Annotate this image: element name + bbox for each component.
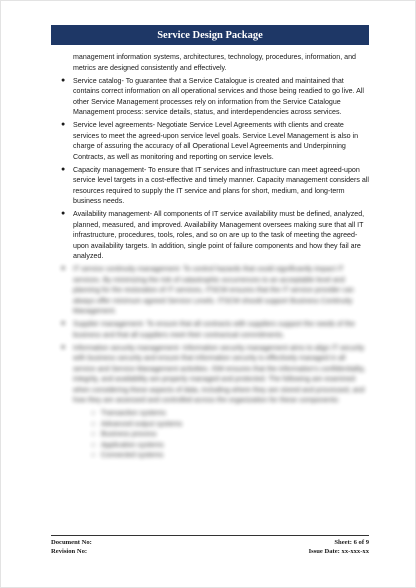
issue-date-label: Issue Date: xx-xxx-xx — [308, 548, 369, 555]
sub-item-text: Application systems — [101, 440, 164, 449]
sub-item-text: Business process — [101, 430, 157, 438]
list-item — [51, 209, 369, 262]
sub-bullet-icon: ○ — [91, 440, 96, 449]
page-header — [51, 25, 369, 45]
sub-bullet-icon: ○ — [91, 419, 96, 428]
bullet-text: IT service continuity management- To control hazards that could significantly impact IT services. By minimizing the risk of catastrophic occurrences to an acceptable level and planning for the restoration of IT services, ITSCM ensures that the IT service provider can always offer minimum agreed Service Levels. ITSCM should support Business Continuity Management. — [73, 265, 354, 315]
sub-list-item — [91, 440, 369, 451]
blurred-preview-section — [51, 264, 369, 461]
footer-row-2 — [51, 547, 369, 556]
sub-item-text: Transaction systems — [101, 409, 166, 417]
list-item — [51, 319, 369, 340]
bullet-text: Service level agreements- Negotiate Service Level Agreements with clients and create services to meet the agreed-upon service level goals. Service Level Management is also in charge of assuring the accuracy of all Operational Level Agreements and Underpinning Contracts, as well as monitoring and reporting on service levels. — [73, 121, 359, 161]
bullet-icon: ● — [61, 343, 66, 351]
bullet-text: Service catalog- To guarantee that a Service Catalogue is created and maintained that contains correct information on all operational services and those being readied to go live. All other Service Management processes rely on information from the Service Catalogue Management process: service details, status, and interdependencies across services. — [73, 76, 365, 116]
list-item — [51, 343, 369, 406]
document-no-label: Document No: — [51, 539, 92, 546]
sub-item-text: Advanced output systems — [101, 419, 183, 428]
bullet-icon: ● — [61, 76, 66, 84]
bullet-text: Supplier management- To ensure that all contracts with suppliers support the needs of the business and that all suppliers meet their contractual commitments. — [73, 320, 355, 339]
list-item — [51, 165, 369, 207]
sub-list-item — [91, 408, 369, 419]
sub-bullet-icon: ○ — [91, 409, 96, 417]
sub-list-item — [91, 450, 369, 461]
bullet-icon: ● — [61, 121, 66, 128]
sub-list-item — [91, 429, 369, 440]
document-body — [51, 52, 369, 461]
bullet-list — [51, 76, 369, 262]
sub-bullet-icon: ○ — [91, 430, 96, 438]
bullet-icon: ● — [61, 165, 66, 173]
sub-bullet-icon: ○ — [91, 451, 96, 459]
list-item — [51, 120, 369, 162]
list-item — [51, 264, 369, 317]
sub-bullet-list — [51, 408, 369, 461]
sub-item-text: Connected systems — [101, 451, 164, 459]
bullet-text: Capacity management- To ensure that IT services and infrastructure can meet agreed-upon service level targets in a cost-effective and timely manner. Capacity management considers all resources required to supply the IT service and plans for short, medium, and long-term business needs. — [73, 165, 369, 205]
footer-row-1 — [51, 538, 369, 547]
page-footer — [51, 538, 369, 556]
blurred-bullet-list — [51, 264, 369, 406]
bullet-icon: ● — [61, 265, 66, 272]
footer-divider — [51, 535, 369, 536]
sheet-label: Sheet: 6 of 9 — [334, 539, 369, 546]
revision-no-label: Revision No: — [51, 548, 88, 555]
bullet-text: Availability management- All components of IT service availability must be defined, analyzed, planned, measured, and improved. Availability Management oversees making sure that all IT infrastructure, procedures, tools, roles, and so on are up to the task of meeting the agreed-upon availability targets. In addition, single point of failure components and how they fail are analyzed. — [73, 210, 365, 260]
sub-list-item — [91, 419, 369, 430]
header-title: Service Design Package — [157, 29, 263, 41]
bullet-text: Information security management- Information security management aims to align IT security with business security and ensure that information security is effectively managed in all service and Service Management activities. ISM ensures that the information's confidentiality, integrity, and availability are properly managed and protected. The following are examined when considering these aspects of data, including where they are stored and processed, and how they are assessed and controlled across the organization for these components: — [73, 343, 366, 404]
bullet-icon: ● — [61, 320, 66, 327]
bullet-icon: ● — [61, 210, 66, 217]
list-item — [51, 76, 369, 118]
continuation-paragraph: management information systems, architectures, technology, procedures, information, and metrics are designed consistently and effectively. — [73, 53, 356, 72]
